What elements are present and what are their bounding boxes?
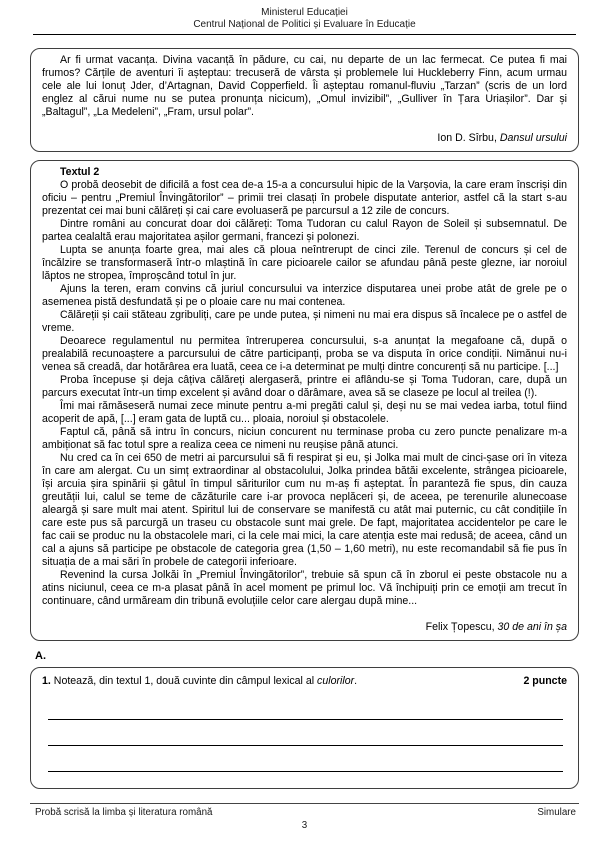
text2-paragraph: Nu cred ca în cei 650 de metri ai parcursului să fi respirat și eu, și Jolka mai mult de cinci-șase ori în viteza în care am alergat. Cu un simț extraordinar al obstacolului, Jolka prindea bătăi excelente, strângea picioarele, își arcuia șira spinării și gâtul în timpul săriturilor cum nu m-aș fi așteptat. În paranteză fie spus, din cauza greutății lui, calul se teme de căzăturile care i-ar provoca neplăceri și, de aceea, pe terenurile alunecoase aleargă și sare mult mai atent. Spiritul lui de conservare se manifestă cu atât mai puternic, cu cât condițiile în care este pus să parcurgă un traseu cu obstacole sunt mai grele. De fapt, majoritatea accidentelor pe care le fac caii se produc nu la obstacolele mari, ci la cele mai mici, la care atenția este mai redusă; de aceea, când un cal a ajuns să participe pe obstacole de categoria grea (1,50 – 1,60 metri), nu este recomandabil să fie pus în situația de a mai sări în probele de categorii inferioare. — [42, 452, 567, 568]
text1-author: Ion D. Sîrbu, — [437, 132, 497, 144]
page-number: 3 — [301, 820, 308, 831]
text2-paragraph: Proba începuse și deja câțiva călăreți alergaseră, printre ei aflându-se și Toma Tudoran, care, după un parcurs executat într-un timp excelent și având doar o dărâmare, avea să se claseze pe locul al treilea (!). — [42, 374, 567, 399]
answer-line[interactable] — [48, 694, 563, 720]
text2-paragraph: Îmi mai rămăseseră numai zece minute pentru a-mi pregăti calul și, deși nu se mai vedea iarba, totul fiind acoperit de apă, [...] eram gata de luptă cu... ploaia, noroiul și obstacolele. — [42, 400, 567, 425]
text2-paragraph: Faptul că, până să intru în concurs, niciun concurent nu terminase proba cu zero puncte penalizare m-a ambiționat să fac totul spre a realiza ceea ce nimeni nu reușise până atunci. — [42, 426, 567, 451]
text1-attribution — [42, 132, 567, 145]
text2-author: Felix Țopescu, — [425, 621, 495, 633]
question-1-text — [42, 675, 357, 688]
text2-paragraph: O probă deosebit de dificilă a fost cea de-a 15-a a concursului hipic de la Varșovia, la care eram înscriși din oficiu – pentru „Premiul Învingătorilor” – primii trei clasați în probele disputate anterior, astfel că la start s-au prezentat cei mai buni călăreți și cai care evoluaseră pe parcursul a 12 zile de concurs. — [42, 179, 567, 217]
text2-paragraph: Ajuns la teren, eram convins că juriul concursului va interzice disputarea unei probe atât de grele pe o asemenea pistă desfundată și pe o ploaie care nu mai contenea. — [42, 283, 567, 308]
text2-attribution — [42, 621, 567, 634]
text2-paragraph: Călăreții și caii stăteau zgribuliți, care pe unde putea, și nimeni nu mai era dispus să încalece pe o astfel de vreme. — [42, 309, 567, 334]
question-1-italic-word: culorilor — [317, 675, 355, 687]
header-divider — [33, 34, 576, 35]
answer-line[interactable] — [48, 720, 563, 746]
text2-paragraph: Deoarece regulamentul nu permitea întreruperea concursului, s-a anunțat la megafoane că, după o prealabilă recunoaștere a parcursului de către participanți, proba se va disputa în orice condiții. Nimănui nu-i venea să creadă, dar hotărârea era luată, ceea ce i-a determinat pe mulți dintre concurenți să nu participe. [...] — [42, 335, 567, 373]
page-header — [0, 0, 609, 31]
footer-divider — [30, 803, 579, 804]
question-1-box — [30, 667, 579, 789]
question-1-number: 1. — [42, 675, 51, 687]
page-footer — [0, 803, 609, 831]
answer-line[interactable] — [48, 746, 563, 772]
question-1-points: 2 puncte — [523, 675, 567, 687]
question-1-prompt: Notează, din textul 1, două cuvinte din câmpul lexical al — [53, 675, 315, 687]
section-a-label: A. — [35, 650, 46, 662]
text2-title: Textul 2 — [60, 166, 100, 178]
text2-paragraph: Revenind la cursa Jolkăi în „Premiul Învingătorilor”, trebuie să spun că în zborul ei peste obstacole nu a atins niciunul, ceea ce m-a plasat până în acel moment pe primul loc. Vă închipuiți prin ce emoții am trecut în continuare, când urmăream din tribună evoluțiile celor care alergau după mine... — [42, 569, 567, 607]
footer-row — [0, 806, 609, 818]
answer-lines — [48, 694, 563, 772]
text1-body: Ar fi urmat vacanța. Divina vacanță în pădure, cu cai, nu departe de un lac fermecat. Ce putea fi mai frumos? Cărțile de aventuri îi așteptau: trecuseră de vârsta și problemele lui Huckleberry Finn, acum urmau cele ale lui Ionuț Jder, d’Artagnan, David Copperfield. Îi așteptau romanul-fluviu „Tarzan” (scris de un lord englez al cărui nume nu se putea pronunța nicicum), „Omul invizibil”, „Gulliver în Țara Uriașilor”. Dar și „Baltagul”, „La Medeleni”, „Fram, ursul polar”. — [42, 54, 567, 118]
question-1-row — [42, 675, 567, 688]
text2-box — [30, 160, 579, 641]
header-center: Centrul Național de Politici și Evaluare în Educație — [193, 19, 416, 30]
footer-exam-title: Probă scrisă la limba și literatura română — [35, 807, 213, 818]
text1-box — [30, 48, 579, 152]
text2-paragraph: Lupta se anunța foarte grea, mai ales că ploua neîntrerupt de cinci zile. Terenul de concurs și cel de încălzire se transformaseră într-o mlaștină în care picioarele cailor se afundau până peste glezne, iar noroiul lăptos ne stropea, împroșcând totul în jur. — [42, 244, 567, 282]
footer-session-label: Simulare — [537, 807, 576, 818]
text2-work-title: 30 de ani în șa — [497, 621, 567, 633]
question-1-suffix: . — [354, 675, 358, 687]
text2-paragraph: Dintre români au concurat doar doi călăreți: Toma Tudoran cu calul Rayon de Soleil și subsemnatul. De partea cealaltă erau majoritatea așilor germani, francezi și polonezi. — [42, 218, 567, 243]
text1-work-title: Dansul ursului — [499, 132, 567, 144]
header-ministry: Ministerul Educației — [261, 7, 348, 18]
